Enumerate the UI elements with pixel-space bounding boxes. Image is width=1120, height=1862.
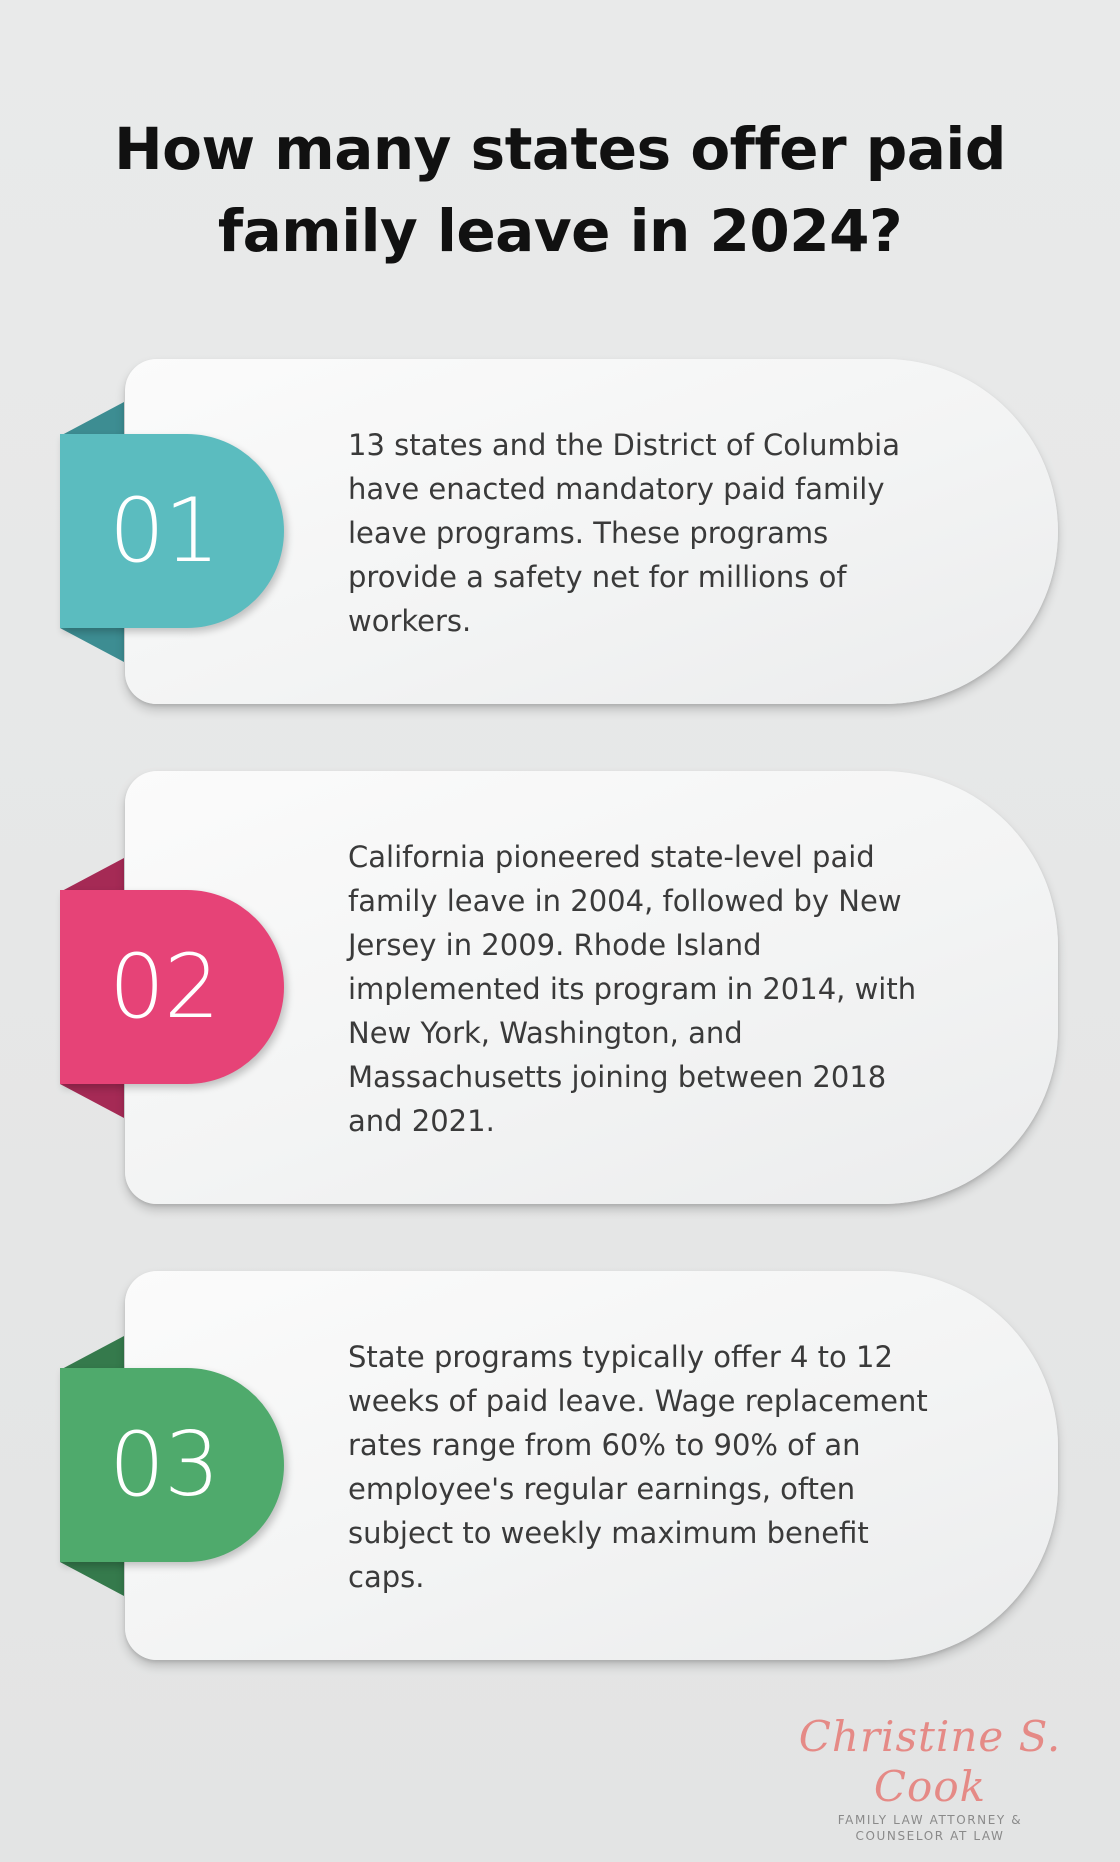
- fold-shape-bottom-03: [60, 1562, 124, 1596]
- card-text-02: California pioneered state-level paid family leave in 2004, followed by New Jersey in 2009. Rhode Island implemented its program in 2014, with New York, Washington, and Massachusetts joining between 2018 and 2021.: [348, 840, 917, 1138]
- badge-fold-top-01: [60, 402, 124, 436]
- fold-shape-bottom-02: [60, 1084, 124, 1118]
- badge-fold-bottom-01: [60, 628, 124, 662]
- badge-fold-bottom-03: [60, 1562, 124, 1596]
- fold-shape-top-01: [60, 402, 124, 436]
- fold-shape-bottom-01: [60, 628, 124, 662]
- fold-shape-top-02: [60, 858, 124, 892]
- page-title-line-1: How many states offer paid: [114, 115, 1006, 183]
- page-title: [0, 108, 1120, 272]
- brand-logo: [760, 1712, 1100, 1844]
- badge-fold-top-02: [60, 858, 124, 892]
- number-badge-01: [60, 434, 284, 628]
- logo-signature: Christine S. Cook: [798, 1712, 1062, 1811]
- badge-number-01: 01: [109, 479, 219, 582]
- page-title-line-2: family leave in 2024?: [217, 197, 903, 265]
- number-badge-03: [60, 1368, 284, 1562]
- number-badge-02: [60, 890, 284, 1084]
- badge-fold-top-03: [60, 1336, 124, 1370]
- card-text-01: 13 states and the District of Columbia have enacted mandatory paid family leave programs. These programs provide a safety net for millions of workers.: [348, 428, 900, 638]
- badge-number-02: 02: [109, 935, 219, 1038]
- logo-subtitle-line-1: FAMILY LAW ATTORNEY &: [837, 1813, 1023, 1827]
- logo-subtitle-line-2: COUNSELOR AT LAW: [855, 1829, 1005, 1843]
- card-text-03: State programs typically offer 4 to 12 weeks of paid leave. Wage replacement rates range from 60% to 90% of an employee's regular earnings, often subject to weekly maximum benefit caps.: [348, 1340, 928, 1594]
- fold-shape-top-03: [60, 1336, 124, 1370]
- badge-number-03: 03: [109, 1413, 219, 1516]
- badge-fold-bottom-02: [60, 1084, 124, 1118]
